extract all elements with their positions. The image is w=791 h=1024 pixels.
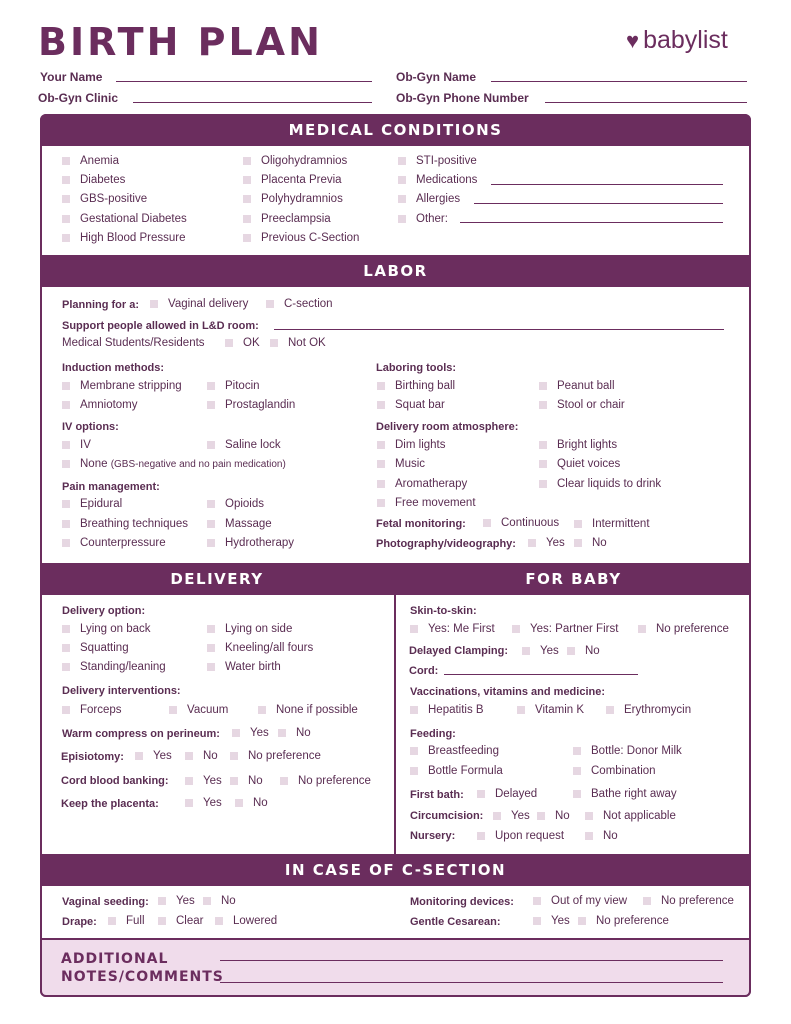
checkbox-icon[interactable] bbox=[377, 480, 385, 488]
checkbox-icon[interactable] bbox=[62, 234, 70, 242]
checkbox-lying-on-side[interactable]: Lying on side bbox=[207, 623, 292, 635]
checkbox-icon[interactable] bbox=[539, 480, 547, 488]
checkbox-bath-delayed[interactable]: Delayed bbox=[477, 788, 537, 800]
notes-line-1[interactable] bbox=[220, 960, 723, 961]
gentle-cesarean-label: Gentle Cesarean: bbox=[410, 916, 501, 928]
cord-label: Cord: bbox=[409, 665, 439, 677]
checkbox-icon[interactable] bbox=[62, 625, 70, 633]
checkbox-music[interactable]: Music bbox=[377, 458, 425, 470]
episiotomy-label: Episiotomy: bbox=[61, 751, 124, 763]
checkbox-icon[interactable] bbox=[207, 401, 215, 409]
checkbox-icon[interactable] bbox=[528, 539, 536, 547]
checkbox-icon[interactable] bbox=[62, 382, 70, 390]
checkbox-icon[interactable] bbox=[377, 441, 385, 449]
checkbox-icon[interactable] bbox=[539, 382, 547, 390]
checkbox-icon[interactable] bbox=[573, 747, 581, 755]
checkbox-icon[interactable] bbox=[207, 382, 215, 390]
obgyn-clinic-label: Ob-Gyn Clinic bbox=[38, 91, 119, 105]
checkbox-allergies[interactable]: Allergies bbox=[398, 193, 460, 205]
checkbox-stool-or-chair[interactable]: Stool or chair bbox=[539, 399, 625, 411]
checkbox-breastfeeding[interactable]: Breastfeeding bbox=[410, 745, 499, 757]
cord-field[interactable] bbox=[444, 674, 638, 675]
checkbox-icon[interactable] bbox=[258, 706, 266, 714]
planning-label: Planning for a: bbox=[62, 299, 139, 311]
checkbox-icon[interactable] bbox=[539, 441, 547, 449]
checkbox-clamp-yes[interactable]: Yes bbox=[522, 645, 559, 657]
checkbox-icon[interactable] bbox=[243, 234, 251, 242]
checkbox-icon[interactable] bbox=[585, 832, 593, 840]
checkbox-forceps[interactable]: Forceps bbox=[62, 704, 122, 716]
checkbox-aromatherapy[interactable]: Aromatherapy bbox=[377, 478, 467, 490]
checkbox-bright-lights[interactable]: Bright lights bbox=[539, 439, 617, 451]
obgyn-name-field[interactable] bbox=[491, 81, 747, 82]
checkbox-membrane-stripping[interactable]: Membrane stripping bbox=[62, 380, 182, 392]
checkbox-monitor-out-of-view[interactable]: Out of my view bbox=[533, 895, 627, 907]
checkbox-icon[interactable] bbox=[493, 812, 501, 820]
fetal-monitoring-label: Fetal monitoring: bbox=[376, 518, 466, 530]
column-divider bbox=[394, 563, 396, 854]
checkbox-episiotomy-no-preference[interactable]: No preference bbox=[230, 750, 321, 762]
checkbox-icon[interactable] bbox=[235, 799, 243, 807]
checkbox-clear-liquids[interactable]: Clear liquids to drink bbox=[539, 478, 661, 490]
checkbox-icon[interactable] bbox=[377, 499, 385, 507]
checkbox-students-ok[interactable]: OK bbox=[225, 337, 260, 349]
checkbox-icon[interactable] bbox=[150, 300, 158, 308]
checkbox-intermittent[interactable]: Intermittent bbox=[574, 518, 650, 530]
checkbox-icon[interactable] bbox=[280, 777, 288, 785]
checkbox-sti-positive[interactable]: STI-positive bbox=[398, 155, 477, 167]
checkbox-nursery-upon-request[interactable]: Upon request bbox=[477, 830, 564, 842]
checkbox-epidural[interactable]: Epidural bbox=[62, 498, 122, 510]
checkbox-icon[interactable] bbox=[62, 195, 70, 203]
checkbox-placenta-previa[interactable]: Placenta Previa bbox=[243, 174, 342, 186]
obgyn-clinic-field[interactable] bbox=[133, 102, 372, 103]
checkbox-icon[interactable] bbox=[207, 644, 215, 652]
iv-options-label: IV options: bbox=[62, 421, 119, 433]
checkbox-icon[interactable] bbox=[62, 663, 70, 671]
checkbox-icon[interactable] bbox=[185, 752, 193, 760]
checkbox-icon[interactable] bbox=[398, 195, 406, 203]
checkbox-c-section[interactable]: C-section bbox=[266, 298, 333, 310]
checkbox-icon[interactable] bbox=[243, 215, 251, 223]
checkbox-kneeling[interactable]: Kneeling/all fours bbox=[207, 642, 313, 654]
checkbox-high-blood-pressure[interactable]: High Blood Pressure bbox=[62, 232, 185, 244]
checkbox-skin-me-first[interactable]: Yes: Me First bbox=[410, 623, 495, 635]
checkbox-bottle-formula[interactable]: Bottle Formula bbox=[410, 765, 503, 777]
checkbox-compress-no[interactable]: No bbox=[278, 727, 311, 739]
pain-management-label: Pain management: bbox=[62, 481, 160, 493]
checkbox-icon[interactable] bbox=[539, 460, 547, 468]
nursery-label: Nursery: bbox=[410, 830, 456, 842]
obgyn-phone-label: Ob-Gyn Phone Number bbox=[396, 91, 529, 105]
checkbox-icon[interactable] bbox=[232, 729, 240, 737]
checkbox-icon[interactable] bbox=[62, 441, 70, 449]
checkbox-icon[interactable] bbox=[169, 706, 177, 714]
checkbox-icon[interactable] bbox=[203, 897, 211, 905]
checkbox-episiotomy-yes[interactable]: Yes bbox=[135, 750, 172, 762]
checkbox-icon[interactable] bbox=[207, 625, 215, 633]
checkbox-icon[interactable] bbox=[410, 767, 418, 775]
labor-header: LABOR bbox=[40, 255, 751, 287]
checkbox-gestational-diabetes[interactable]: Gestational Diabetes bbox=[62, 213, 187, 225]
checkbox-icon[interactable] bbox=[410, 747, 418, 755]
obgyn-name-label: Ob-Gyn Name bbox=[396, 70, 477, 84]
checkbox-icon[interactable] bbox=[207, 663, 215, 671]
checkbox-gbs-positive[interactable]: GBS-positive bbox=[62, 193, 147, 205]
checkbox-icon[interactable] bbox=[62, 215, 70, 223]
checkbox-icon[interactable] bbox=[158, 897, 166, 905]
checkbox-opioids[interactable]: Opioids bbox=[207, 498, 264, 510]
checkbox-placenta-yes[interactable]: Yes bbox=[185, 797, 222, 809]
delayed-clamping-label: Delayed Clamping: bbox=[409, 645, 509, 657]
checkbox-vaginal-delivery[interactable]: Vaginal delivery bbox=[150, 298, 248, 310]
checkbox-icon[interactable] bbox=[585, 812, 593, 820]
checkbox-vitamin-k[interactable]: Vitamin K bbox=[517, 704, 584, 716]
checkbox-icon[interactable] bbox=[62, 157, 70, 165]
checkbox-gentle-yes[interactable]: Yes bbox=[533, 915, 570, 927]
delivery-header: DELIVERY bbox=[40, 563, 394, 595]
checkbox-standing-leaning[interactable]: Standing/leaning bbox=[62, 661, 166, 673]
feeding-label: Feeding: bbox=[410, 728, 456, 740]
checkbox-pitocin[interactable]: Pitocin bbox=[207, 380, 260, 392]
for-baby-header: FOR BABY bbox=[396, 563, 751, 595]
allergies-field[interactable] bbox=[474, 203, 723, 204]
checkbox-icon[interactable] bbox=[135, 752, 143, 760]
checkbox-icon[interactable] bbox=[567, 647, 575, 655]
checkbox-icon[interactable] bbox=[62, 644, 70, 652]
checkbox-medications[interactable]: Medications bbox=[398, 174, 477, 186]
checkbox-donor-milk[interactable]: Bottle: Donor Milk bbox=[573, 745, 682, 757]
checkbox-icon[interactable] bbox=[377, 401, 385, 409]
checkbox-icon[interactable] bbox=[243, 157, 251, 165]
checkbox-combination[interactable]: Combination bbox=[573, 765, 656, 777]
checkbox-icon[interactable] bbox=[512, 625, 520, 633]
checkbox-icon[interactable] bbox=[62, 706, 70, 714]
checkbox-icon[interactable] bbox=[574, 520, 582, 528]
checkbox-icon[interactable] bbox=[477, 790, 485, 798]
checkbox-seeding-no[interactable]: No bbox=[203, 895, 236, 907]
checkbox-icon[interactable] bbox=[533, 917, 541, 925]
checkbox-icon[interactable] bbox=[62, 176, 70, 184]
checkbox-icon[interactable] bbox=[483, 519, 491, 527]
checkbox-icon[interactable] bbox=[398, 176, 406, 184]
checkbox-clamp-no[interactable]: No bbox=[567, 645, 600, 657]
checkbox-cord-yes[interactable]: Yes bbox=[185, 775, 222, 787]
medications-field[interactable] bbox=[491, 184, 723, 185]
checkbox-squatting[interactable]: Squatting bbox=[62, 642, 129, 654]
checkbox-icon[interactable] bbox=[207, 500, 215, 508]
placenta-label: Keep the placenta: bbox=[61, 798, 159, 810]
checkbox-bath-right-away[interactable]: Bathe right away bbox=[573, 788, 677, 800]
checkbox-circ-not-applicable[interactable]: Not applicable bbox=[585, 810, 676, 822]
checkbox-icon[interactable] bbox=[643, 897, 651, 905]
checkbox-students-not-ok[interactable]: Not OK bbox=[270, 337, 326, 349]
brand-name: babylist bbox=[643, 26, 728, 54]
checkbox-icon[interactable] bbox=[377, 382, 385, 390]
drape-label: Drape: bbox=[62, 916, 97, 928]
checkbox-icon[interactable] bbox=[573, 767, 581, 775]
checkbox-icon[interactable] bbox=[108, 917, 116, 925]
your-name-label: Your Name bbox=[40, 70, 103, 84]
checkbox-icon[interactable] bbox=[207, 539, 215, 547]
checkbox-other[interactable]: Other: bbox=[398, 213, 448, 225]
delivery-option-label: Delivery option: bbox=[62, 605, 146, 617]
checkbox-none-if-possible[interactable]: None if possible bbox=[258, 704, 358, 716]
checkbox-iv[interactable]: IV bbox=[62, 439, 91, 451]
checkbox-icon[interactable] bbox=[225, 339, 233, 347]
notes-title: ADDITIONAL NOTES/COMMENTS bbox=[61, 951, 224, 985]
checkbox-episiotomy-no[interactable]: No bbox=[185, 750, 218, 762]
students-label: Medical Students/Residents bbox=[62, 337, 205, 349]
checkbox-icon[interactable] bbox=[537, 812, 545, 820]
your-name-field[interactable] bbox=[116, 81, 372, 82]
checkbox-icon[interactable] bbox=[573, 790, 581, 798]
checkbox-cord-no-preference[interactable]: No preference bbox=[280, 775, 371, 787]
checkbox-birthing-ball[interactable]: Birthing ball bbox=[377, 380, 455, 392]
checkbox-continuous[interactable]: Continuous bbox=[483, 517, 559, 529]
interventions-label: Delivery interventions: bbox=[62, 685, 181, 697]
checkbox-icon[interactable] bbox=[606, 706, 614, 714]
checkbox-quiet-voices[interactable]: Quiet voices bbox=[539, 458, 620, 470]
checkbox-counterpressure[interactable]: Counterpressure bbox=[62, 537, 166, 549]
laboring-tools-label: Laboring tools: bbox=[376, 362, 457, 374]
checkbox-icon[interactable] bbox=[522, 647, 530, 655]
c-section-header: IN CASE OF C-SECTION bbox=[40, 854, 751, 886]
checkbox-water-birth[interactable]: Water birth bbox=[207, 661, 281, 673]
checkbox-photo-no[interactable]: No bbox=[574, 537, 607, 549]
checkbox-nursery-no[interactable]: No bbox=[585, 830, 618, 842]
checkbox-drape-lowered[interactable]: Lowered bbox=[215, 915, 277, 927]
checkbox-icon[interactable] bbox=[398, 215, 406, 223]
checkbox-icon[interactable] bbox=[533, 897, 541, 905]
checkbox-squat-bar[interactable]: Squat bar bbox=[377, 399, 445, 411]
checkbox-peanut-ball[interactable]: Peanut ball bbox=[539, 380, 615, 392]
induction-label: Induction methods: bbox=[62, 362, 165, 374]
checkbox-icon[interactable] bbox=[243, 176, 251, 184]
vaginal-seeding-label: Vaginal seeding: bbox=[62, 896, 149, 908]
circumcision-label: Circumcision: bbox=[410, 810, 484, 822]
checkbox-icon[interactable] bbox=[230, 777, 238, 785]
checkbox-diabetes[interactable]: Diabetes bbox=[62, 174, 125, 186]
checkbox-anemia[interactable]: Anemia bbox=[62, 155, 119, 167]
checkbox-hydrotherapy[interactable]: Hydrotherapy bbox=[207, 537, 294, 549]
checkbox-vacuum[interactable]: Vacuum bbox=[169, 704, 228, 716]
cord-blood-label: Cord blood banking: bbox=[61, 775, 169, 787]
checkbox-drape-full[interactable]: Full bbox=[108, 915, 145, 927]
medical-conditions-header: MEDICAL CONDITIONS bbox=[40, 114, 751, 146]
checkbox-gentle-no-preference[interactable]: No preference bbox=[578, 915, 669, 927]
checkbox-skin-partner-first[interactable]: Yes: Partner First bbox=[512, 623, 618, 635]
support-people-field[interactable] bbox=[274, 329, 724, 330]
checkbox-massage[interactable]: Massage bbox=[207, 518, 272, 530]
notes-line-2[interactable] bbox=[220, 982, 723, 983]
checkbox-icon[interactable] bbox=[158, 917, 166, 925]
first-bath-label: First bath: bbox=[410, 789, 464, 801]
checkbox-monitor-no-preference[interactable]: No preference bbox=[643, 895, 734, 907]
checkbox-icon[interactable] bbox=[185, 777, 193, 785]
checkbox-circ-yes[interactable]: Yes bbox=[493, 810, 530, 822]
checkbox-iv-none[interactable]: None (GBS-negative and no pain medication) bbox=[62, 458, 286, 470]
checkbox-icon[interactable] bbox=[62, 460, 70, 468]
checkbox-icon[interactable] bbox=[517, 706, 525, 714]
vaccinations-label: Vaccinations, vitamins and medicine: bbox=[410, 686, 606, 698]
checkbox-icon[interactable] bbox=[410, 706, 418, 714]
obgyn-phone-field[interactable] bbox=[545, 102, 747, 103]
checkbox-previous-c-section[interactable]: Previous C-Section bbox=[243, 232, 359, 244]
checkbox-free-movement[interactable]: Free movement bbox=[377, 497, 476, 509]
monitoring-devices-label: Monitoring devices: bbox=[410, 896, 514, 908]
checkbox-icon[interactable] bbox=[539, 401, 547, 409]
checkbox-icon[interactable] bbox=[62, 539, 70, 547]
brand-logo bbox=[626, 26, 728, 55]
skin-to-skin-label: Skin-to-skin: bbox=[410, 605, 477, 617]
checkbox-icon[interactable] bbox=[215, 917, 223, 925]
other-field[interactable] bbox=[460, 222, 723, 223]
checkbox-skin-no-preference[interactable]: No preference bbox=[638, 623, 729, 635]
checkbox-icon[interactable] bbox=[62, 401, 70, 409]
checkbox-prostaglandin[interactable]: Prostaglandin bbox=[207, 399, 295, 411]
checkbox-icon[interactable] bbox=[477, 832, 485, 840]
checkbox-placenta-no[interactable]: No bbox=[235, 797, 268, 809]
checkbox-circ-no[interactable]: No bbox=[537, 810, 570, 822]
heart-icon: ♥ bbox=[626, 27, 640, 53]
checkbox-icon[interactable] bbox=[185, 799, 193, 807]
page-title: BIRTH PLAN bbox=[38, 20, 323, 64]
checkbox-icon[interactable] bbox=[278, 729, 286, 737]
checkbox-icon[interactable] bbox=[266, 300, 274, 308]
checkbox-icon[interactable] bbox=[207, 520, 215, 528]
checkbox-drape-clear[interactable]: Clear bbox=[158, 915, 203, 927]
checkbox-icon[interactable] bbox=[207, 441, 215, 449]
atmosphere-label: Delivery room atmosphere: bbox=[376, 421, 519, 433]
checkbox-lying-on-back[interactable]: Lying on back bbox=[62, 623, 151, 635]
checkbox-polyhydramnios[interactable]: Polyhydramnios bbox=[243, 193, 343, 205]
checkbox-icon[interactable] bbox=[638, 625, 646, 633]
checkbox-erythromycin[interactable]: Erythromycin bbox=[606, 704, 691, 716]
checkbox-icon[interactable] bbox=[377, 460, 385, 468]
checkbox-icon[interactable] bbox=[62, 500, 70, 508]
checkbox-cord-no[interactable]: No bbox=[230, 775, 263, 787]
support-people-label: Support people allowed in L&D room: bbox=[62, 320, 259, 332]
checkbox-photo-yes[interactable]: Yes bbox=[528, 537, 565, 549]
checkbox-preeclampsia[interactable]: Preeclampsia bbox=[243, 213, 331, 225]
checkbox-icon[interactable] bbox=[270, 339, 278, 347]
checkbox-amniotomy[interactable]: Amniotomy bbox=[62, 399, 138, 411]
checkbox-icon[interactable] bbox=[230, 752, 238, 760]
checkbox-icon[interactable] bbox=[574, 539, 582, 547]
checkbox-dim-lights[interactable]: Dim lights bbox=[377, 439, 445, 451]
checkbox-hepatitis-b[interactable]: Hepatitis B bbox=[410, 704, 484, 716]
checkbox-icon[interactable] bbox=[410, 625, 418, 633]
checkbox-icon[interactable] bbox=[398, 157, 406, 165]
checkbox-icon[interactable] bbox=[243, 195, 251, 203]
checkbox-seeding-yes[interactable]: Yes bbox=[158, 895, 195, 907]
checkbox-breathing-techniques[interactable]: Breathing techniques bbox=[62, 518, 188, 530]
checkbox-oligohydramnios[interactable]: Oligohydramnios bbox=[243, 155, 347, 167]
checkbox-compress-yes[interactable]: Yes bbox=[232, 727, 269, 739]
photography-label: Photography/videography: bbox=[376, 538, 516, 550]
checkbox-icon[interactable] bbox=[578, 917, 586, 925]
checkbox-icon[interactable] bbox=[62, 520, 70, 528]
warm-compress-label: Warm compress on perineum: bbox=[62, 728, 220, 740]
checkbox-saline-lock[interactable]: Saline lock bbox=[207, 439, 281, 451]
